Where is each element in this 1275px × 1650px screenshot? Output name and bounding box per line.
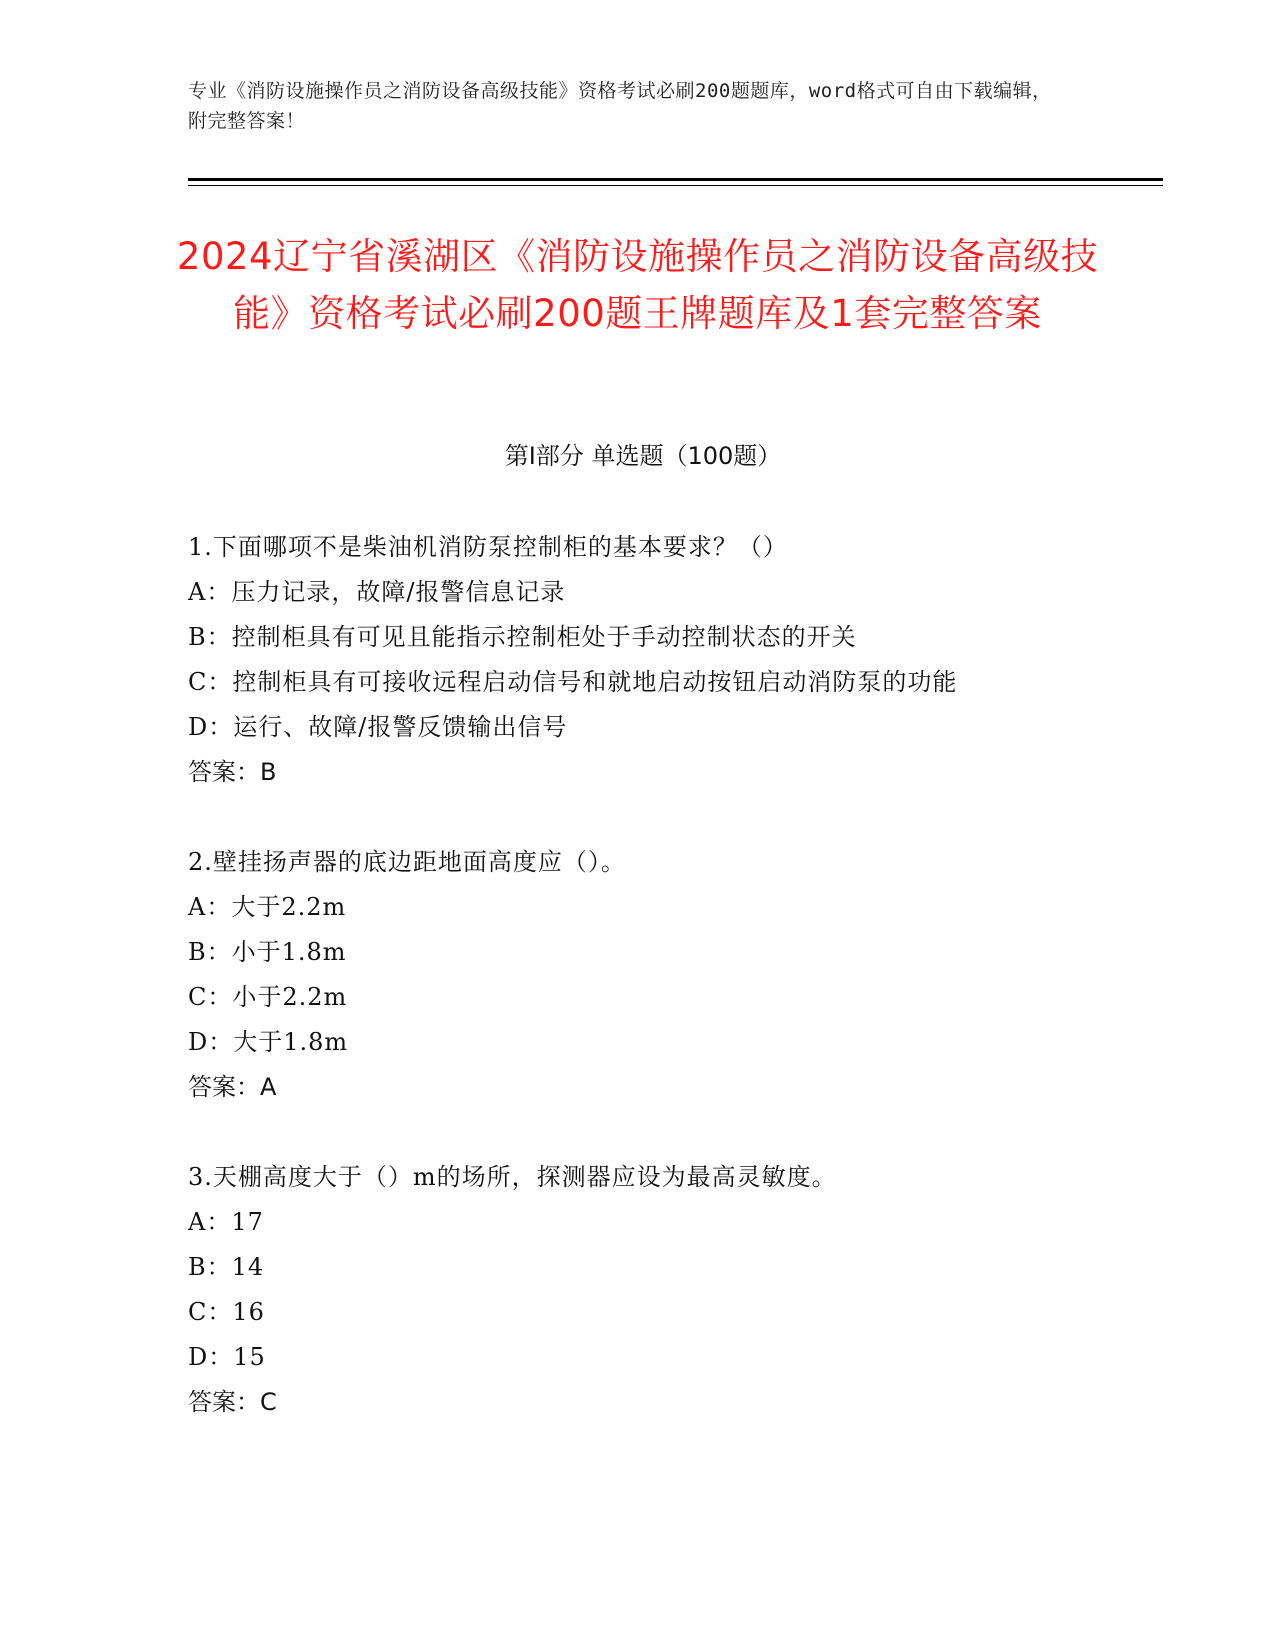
question-list: [188, 525, 1088, 1470]
document-title: 2024辽宁省溪湖区《消防设施操作员之消防设备高级技能》资格考试必刷200题王牌题库及1套完整答案: [176, 235, 1099, 335]
header-divider-thin: [188, 185, 1163, 186]
option-c: C：小于2.2m: [188, 983, 348, 1011]
option-a: A：17: [188, 1208, 264, 1236]
question-stem: 2.壁挂扬声器的底边距地面高度应（）。: [188, 848, 626, 876]
option-c: C：控制柜具有可接收远程启动信号和就地启动按钮启动消防泵的功能: [188, 668, 958, 696]
option-c: C：16: [188, 1298, 265, 1326]
option-a: A：大于2.2m: [188, 893, 347, 921]
section-title: 第I部分 单选题（100题）: [504, 442, 782, 470]
option-b: B：控制柜具有可见且能指示控制柜处于手动控制状态的开关: [188, 623, 857, 651]
option-b: B：14: [188, 1253, 265, 1281]
answer: 答案：B: [188, 758, 277, 786]
answer: 答案：C: [188, 1388, 277, 1416]
question-3: [188, 1155, 1088, 1425]
option-d: D：15: [188, 1343, 266, 1371]
question-stem: 3.天棚高度大于（）m的场所，探测器应设为最高灵敏度。: [188, 1163, 837, 1191]
header-divider-thick: [188, 178, 1163, 181]
option-b: B：小于1.8m: [188, 938, 347, 966]
option-d: D：运行、故障/报警反馈输出信号: [188, 713, 568, 741]
question-1: [188, 525, 1088, 795]
question-stem: 1.下面哪项不是柴油机消防泵控制柜的基本要求？（）: [188, 533, 788, 561]
option-d: D：大于1.8m: [188, 1028, 349, 1056]
answer: 答案：A: [188, 1073, 277, 1101]
option-a: A：压力记录，故障/报警信息记录: [188, 578, 566, 606]
header-note: 专业《消防设施操作员之消防设备高级技能》资格考试必刷200题题库，word格式可自由下载编辑，附完整答案！: [188, 80, 1052, 132]
question-2: [188, 840, 1088, 1110]
